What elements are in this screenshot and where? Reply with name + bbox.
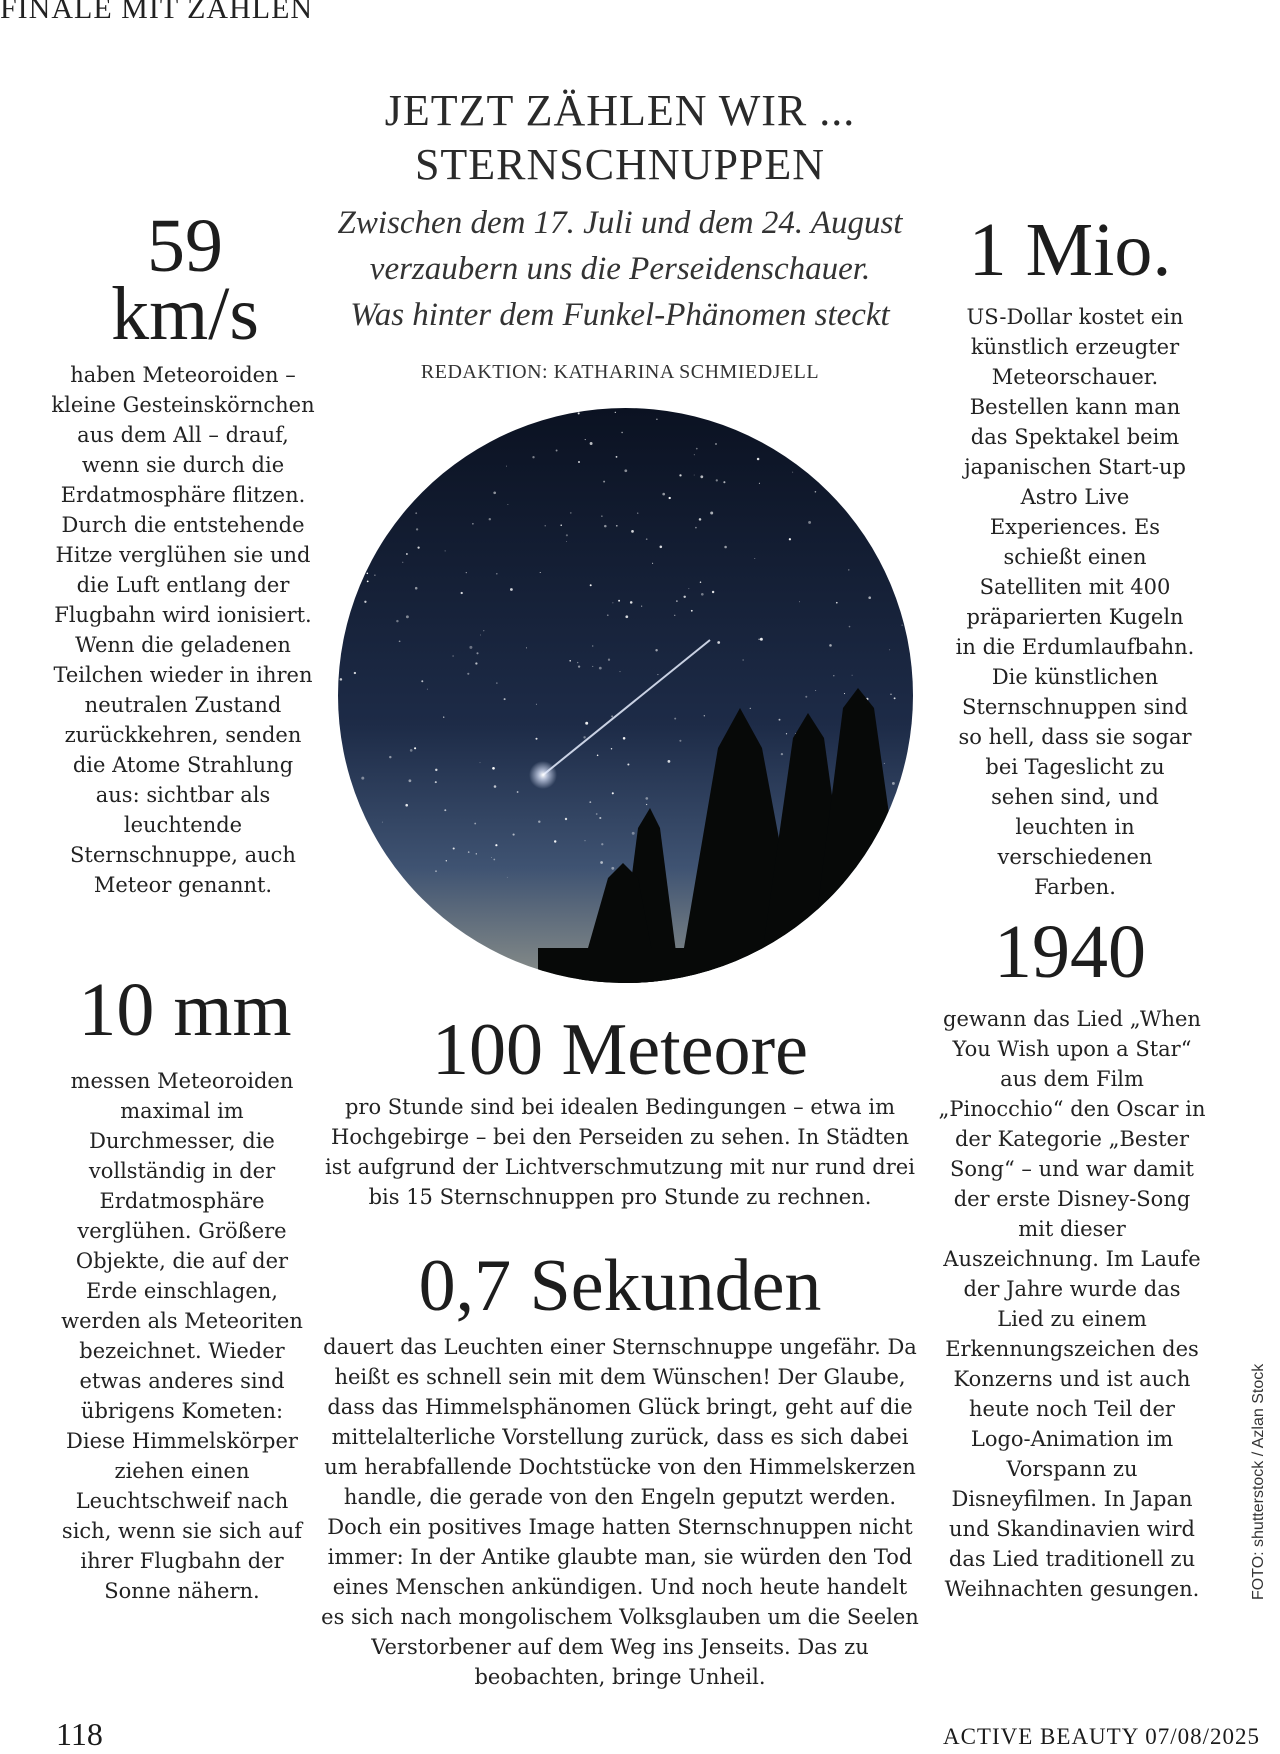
- star: [405, 497, 406, 498]
- size-figure: 10 mm: [78, 968, 292, 1052]
- star: [890, 456, 892, 458]
- star: [399, 640, 401, 642]
- star: [808, 521, 811, 524]
- star: [578, 412, 580, 414]
- star: [446, 860, 447, 861]
- star: [536, 704, 537, 705]
- star: [348, 553, 350, 555]
- star: [637, 513, 638, 514]
- star: [679, 740, 681, 742]
- star: [528, 420, 529, 421]
- star: [815, 690, 816, 691]
- star: [715, 443, 717, 445]
- star: [603, 481, 605, 483]
- star: [506, 466, 507, 467]
- star: [364, 601, 366, 603]
- star: [884, 763, 885, 764]
- star: [468, 851, 470, 853]
- star: [631, 530, 634, 533]
- star: [630, 601, 633, 604]
- star: [554, 840, 556, 842]
- star: [351, 479, 353, 481]
- star: [435, 781, 437, 783]
- star: [466, 572, 467, 573]
- star: [540, 572, 541, 573]
- star: [694, 454, 695, 455]
- star: [507, 877, 508, 878]
- star: [889, 649, 890, 650]
- star: [417, 546, 419, 548]
- subhead-line: verzaubern uns die Perseidenschauer.: [369, 251, 871, 287]
- star: [786, 733, 787, 734]
- star: [560, 525, 561, 526]
- star: [474, 823, 476, 825]
- star: [599, 817, 601, 819]
- star: [491, 857, 492, 858]
- star: [859, 499, 862, 502]
- star: [374, 575, 375, 576]
- star: [592, 666, 593, 667]
- headline-line: STERNSCHNUPPEN: [414, 140, 826, 189]
- star: [608, 659, 610, 661]
- star: [339, 867, 341, 869]
- star: [578, 665, 580, 667]
- star: [494, 785, 497, 788]
- star: [421, 680, 423, 682]
- star: [676, 600, 677, 601]
- star: [722, 409, 723, 410]
- star: [416, 528, 418, 530]
- star: [479, 762, 480, 763]
- star: [469, 646, 472, 649]
- star: [892, 782, 895, 785]
- star: [493, 859, 495, 861]
- star: [632, 832, 635, 835]
- star: [406, 553, 408, 555]
- star: [612, 602, 613, 603]
- star: [868, 596, 871, 599]
- star: [504, 698, 506, 700]
- star: [724, 546, 727, 549]
- star: [618, 600, 620, 602]
- star: [616, 456, 618, 458]
- star: [902, 625, 903, 626]
- star: [438, 430, 441, 433]
- star: [489, 518, 491, 520]
- star: [361, 777, 364, 780]
- star: [781, 753, 783, 755]
- star: [894, 697, 896, 699]
- star: [414, 413, 416, 415]
- star: [849, 626, 851, 628]
- star: [826, 422, 827, 423]
- star: [623, 737, 626, 740]
- star: [590, 584, 592, 586]
- star: [750, 708, 751, 709]
- star: [700, 581, 701, 582]
- star: [611, 748, 612, 749]
- star: [694, 475, 695, 476]
- star: [890, 694, 892, 696]
- star: [844, 693, 845, 694]
- star: [354, 672, 356, 674]
- star: [696, 448, 698, 450]
- star: [370, 528, 372, 530]
- star: [829, 644, 832, 647]
- star: [367, 580, 369, 582]
- star: [691, 610, 693, 612]
- star: [621, 432, 622, 433]
- star: [414, 747, 416, 749]
- star: [657, 674, 658, 675]
- star: [480, 635, 481, 636]
- star: [578, 461, 580, 463]
- star: [695, 527, 697, 529]
- star: [338, 636, 339, 638]
- star: [660, 546, 663, 549]
- seconds-text: dauert das Leuchten einer Sternschnuppe ungefähr. Da heißt es schnell sein mit dem Wünschen! Der Glaube, dass das Himmelsphänomen Glück bringt, geht auf die mittelalterliche Vorstellung zurück, dass es sich dabei um herabfallende Dochtstücke von den Himmelskerzen handle, die gerade von den Engeln geputzt werden. Doch ein positives Image hatten Sternschnuppen nicht immer: In der Antike glaubte man, sie würden den Tod eines Menschen ankündigen. Und noch heute handelt es sich nach mongolischem Volksglauben um die Seelen Verstorbener auf dem Weg ins Jenseits. Das zu beobachten, bringe Unheil.: [321, 1335, 919, 1689]
- star: [402, 562, 403, 563]
- star: [760, 638, 763, 641]
- star: [882, 549, 885, 552]
- star: [597, 755, 599, 757]
- star: [596, 813, 598, 815]
- star: [435, 769, 437, 771]
- star: [646, 538, 648, 540]
- star: [600, 861, 603, 864]
- star: [415, 587, 418, 590]
- subhead-line: Was hinter dem Funkel-Phänomen steckt: [350, 297, 890, 333]
- million-text: US-Dollar kostet ein künstlich erzeugter Meteorschauer. Bestellen kann man das Spektakel beim japanischen Start-up Astro Live Experiences. Es schießt einen Satelliten mit 400 präparierten Kugeln in die Erdumlaufbahn. Die künstlichen Sternschnuppen sind so hell, dass sie sogar bei Tageslicht zu sehen sind, und leuchten in verschiedenen Farben.: [955, 305, 1195, 899]
- meteors-figure: 100 Meteore: [431, 1009, 809, 1091]
- star: [517, 791, 519, 793]
- star: [619, 671, 620, 672]
- star: [792, 472, 793, 473]
- star: [577, 662, 578, 663]
- star: [392, 507, 395, 510]
- star: [382, 822, 383, 823]
- star: [882, 562, 884, 564]
- star: [710, 512, 713, 515]
- star: [699, 518, 702, 521]
- star: [799, 601, 800, 602]
- night-sky-illustration: [338, 408, 913, 983]
- star: [435, 870, 437, 872]
- star: [852, 675, 853, 676]
- star: [472, 523, 474, 525]
- star: [413, 492, 416, 495]
- star: [743, 659, 744, 660]
- meteors-text: pro Stunde sind bei idealen Bedingungen – etwa im Hochgebirge – bei den Perseiden zu sehen. In Städten ist aufgrund der Lichtverschmutzung mit nur rund drei bis 15 Sternschnuppen pro Stunde zu rechnen.: [325, 1095, 915, 1209]
- photo-credit-wrapper: [1250, 1300, 1276, 1600]
- star: [410, 749, 413, 752]
- star: [669, 497, 671, 499]
- byline: REDAKTION: KATHARINA SCHMIEDJELL: [420, 361, 820, 383]
- star: [900, 579, 902, 581]
- star: [415, 512, 417, 514]
- star: [894, 827, 895, 828]
- star: [757, 458, 760, 461]
- star: [570, 512, 572, 514]
- star: [679, 474, 681, 476]
- section-label: FINALE MIT ZAHLEN: [0, 0, 314, 25]
- magazine-issue: ACTIVE BEAUTY 07/08/2025: [942, 1724, 1260, 1749]
- star: [779, 719, 781, 721]
- star: [652, 563, 653, 564]
- star: [381, 459, 382, 460]
- star: [712, 591, 714, 593]
- star: [345, 523, 346, 524]
- star: [704, 715, 705, 716]
- star: [433, 408, 436, 411]
- star: [612, 792, 614, 794]
- star: [627, 763, 629, 765]
- star: [423, 486, 424, 487]
- seconds-figure: 0,7 Sekunden: [418, 1245, 822, 1327]
- star: [566, 541, 567, 542]
- star: [510, 588, 513, 591]
- subhead-line: Zwischen dem 17. Juli und dem 24. August: [337, 205, 903, 241]
- star: [604, 525, 607, 528]
- star: [583, 736, 585, 738]
- star: [507, 504, 508, 505]
- star: [565, 818, 567, 820]
- star: [899, 870, 900, 871]
- star: [683, 596, 685, 598]
- star: [668, 760, 671, 763]
- year-text: gewann das Lied „When You Wish upon a Star“ aus dem Film „Pinocchio“ den Oscar in der Kategorie „Bester Song“ – und war damit der erste Disney-Song mit dieser Auszeichnung. Im Laufe der Jahre wurde das Lied zu einem Erkennungszeichen des Konzerns und ist auch heute noch Teil der Logo-Animation im Vorspann zu Disneyfilmen. In Japan und Skandinavien wird das Lied traditionell zu Weihnachten gesungen.: [938, 1007, 1206, 1601]
- star: [720, 408, 722, 410]
- star: [344, 567, 346, 569]
- speed-figure: [60, 204, 310, 356]
- star: [625, 615, 628, 618]
- star: [836, 602, 838, 604]
- star: [396, 620, 398, 622]
- star: [566, 534, 568, 536]
- star: [538, 820, 540, 822]
- star: [378, 483, 379, 484]
- star: [405, 804, 408, 807]
- star: [716, 479, 718, 481]
- meteor-photo: [338, 408, 913, 983]
- star: [493, 491, 496, 494]
- star: [409, 779, 412, 782]
- star: [585, 722, 588, 725]
- star: [611, 715, 613, 717]
- star: [496, 573, 498, 575]
- star: [495, 844, 497, 846]
- star: [589, 801, 591, 803]
- speed-figure-unit: km/s: [111, 272, 259, 356]
- star: [384, 475, 385, 476]
- subheadline: [300, 200, 940, 338]
- star: [607, 614, 609, 616]
- star: [616, 525, 618, 527]
- star: [896, 446, 899, 449]
- star: [535, 738, 537, 740]
- star: [674, 718, 676, 720]
- star: [815, 491, 817, 493]
- year-figure: 1940: [994, 910, 1146, 994]
- star: [833, 675, 834, 676]
- photo-credit: FOTO: shutterstock / Azlan Stock: [1250, 1363, 1267, 1600]
- star: [883, 408, 885, 410]
- star: [351, 569, 353, 571]
- star: [599, 667, 602, 670]
- star: [590, 442, 593, 445]
- star: [483, 630, 484, 631]
- headline: [300, 84, 940, 192]
- speed-figure-value: 59: [147, 204, 223, 288]
- star: [758, 639, 759, 640]
- star: [475, 662, 477, 664]
- star: [496, 683, 497, 684]
- star: [805, 696, 807, 698]
- star: [624, 469, 627, 472]
- star: [646, 804, 647, 805]
- page-number: 118: [56, 1716, 103, 1752]
- star: [656, 419, 658, 421]
- star: [435, 425, 436, 426]
- size-text: messen Meteoroiden maximal im Durchmesser, die vollständig in der Erdatmosphäre verglühen. Größere Objekte, die auf der Erde einschlagen, werden als Meteoriten bezeichnet. Wieder etwas anderes sind übrigens Kometen: Diese Himmelskörper ziehen einen Leuchtschweif nach sich, wenn sie sich auf ihrer Flugbahn der Sonne nähern.: [61, 1069, 303, 1603]
- star: [789, 538, 791, 540]
- star: [674, 615, 675, 616]
- star: [526, 647, 527, 648]
- star: [340, 678, 343, 681]
- star: [498, 429, 500, 431]
- star: [427, 689, 428, 690]
- star: [461, 592, 463, 594]
- star: [792, 419, 794, 421]
- star: [545, 525, 546, 526]
- star: [453, 847, 455, 849]
- star: [759, 483, 760, 484]
- star: [662, 493, 665, 496]
- star: [754, 558, 755, 559]
- star: [714, 411, 715, 412]
- star: [378, 512, 379, 513]
- star: [655, 649, 657, 651]
- star: [900, 410, 901, 411]
- speed-text: haben Meteoroiden – kleine Gesteinskörnchen aus dem All – drauf, wenn sie durch die Erdatmosphäre flitzen. Durch die entstehende Hitze verglühen sie und die Luft entlang der Flugbahn wird ionisiert. Wenn die geladenen Teilchen wieder in ihren neutralen Zustand zurückkehren, senden die Atome Strahlung aus: sichtbar als leuchtende Sternschnuppe, auch Meteor genannt.: [51, 363, 315, 897]
- star: [476, 652, 478, 654]
- star: [538, 416, 539, 417]
- million-figure: 1 Mio.: [968, 208, 1172, 292]
- star: [688, 588, 689, 589]
- star: [743, 414, 744, 415]
- star: [897, 542, 898, 543]
- star: [848, 569, 849, 570]
- star: [601, 515, 602, 516]
- star: [444, 809, 446, 811]
- star: [846, 429, 848, 431]
- star: [615, 412, 616, 413]
- star: [556, 450, 558, 452]
- star: [611, 867, 614, 870]
- star: [700, 475, 703, 478]
- star: [513, 834, 515, 836]
- star: [701, 593, 704, 596]
- star: [569, 660, 571, 662]
- star: [907, 607, 910, 610]
- star: [367, 573, 369, 575]
- headline-line: JETZT ZÄHLEN WIR ...: [384, 86, 856, 135]
- star: [406, 615, 409, 618]
- star: [585, 439, 586, 440]
- star: [886, 560, 888, 562]
- star: [443, 716, 444, 717]
- star: [389, 756, 391, 758]
- star: [452, 655, 454, 657]
- star: [641, 606, 642, 607]
- star: [445, 550, 446, 551]
- star: [467, 673, 469, 675]
- star: [898, 491, 899, 492]
- star: [592, 646, 593, 647]
- star: [723, 481, 725, 483]
- star: [492, 767, 495, 770]
- star: [645, 797, 648, 800]
- star: [584, 840, 585, 841]
- star: [532, 456, 534, 458]
- meteor-head: [529, 761, 557, 789]
- star: [476, 853, 477, 854]
- star: [717, 641, 720, 644]
- star: [601, 843, 603, 845]
- star: [349, 567, 350, 568]
- star: [844, 468, 845, 469]
